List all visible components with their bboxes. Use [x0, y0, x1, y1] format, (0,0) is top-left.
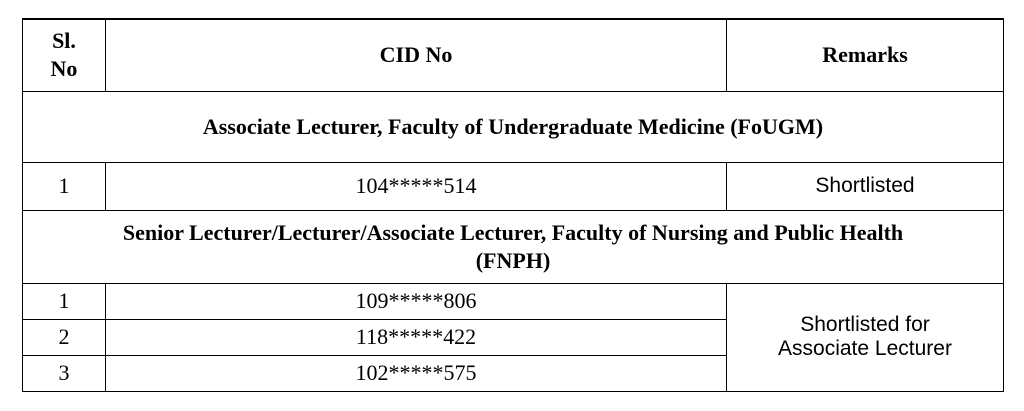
cell-shared-remarks	[727, 283, 1004, 391]
cell-cid-no: 109*****806	[106, 283, 727, 319]
section-header-row	[23, 210, 1004, 283]
header-remarks: Remarks	[727, 19, 1004, 91]
shared-remarks-line2: Associate Lecturer	[778, 337, 952, 360]
cell-sl-no: 1	[23, 162, 106, 210]
table-row	[23, 283, 1004, 319]
table-header-row	[23, 19, 1004, 91]
section-title-fnph-line2: (FNPH)	[475, 247, 551, 273]
header-sl-no-line2: No	[50, 56, 78, 82]
cell-sl-no: 3	[23, 355, 106, 391]
shared-remarks-line1: Shortlisted for	[800, 313, 930, 336]
header-cid-no: CID No	[106, 19, 727, 91]
section-title-fnph-line1: Senior Lecturer/Lecturer/Associate Lecturer, Faculty of Nursing and Public Health	[122, 219, 904, 245]
shortlist-table	[22, 18, 1004, 392]
cell-cid-no: 102*****575	[106, 355, 727, 391]
cell-cid-no: 118*****422	[106, 319, 727, 355]
header-sl-no	[23, 19, 106, 91]
section-header-row	[23, 91, 1004, 162]
cell-sl-no: 1	[23, 283, 106, 319]
table-row	[23, 162, 1004, 210]
section-title-fnph	[23, 210, 1004, 283]
cell-remarks: Shortlisted	[727, 162, 1004, 210]
cell-cid-no: 104*****514	[106, 162, 727, 210]
header-sl-no-line1: Sl.	[52, 28, 76, 54]
cell-sl-no: 2	[23, 319, 106, 355]
section-title-fougm: Associate Lecturer, Faculty of Undergraduate Medicine (FoUGM)	[23, 91, 1004, 162]
